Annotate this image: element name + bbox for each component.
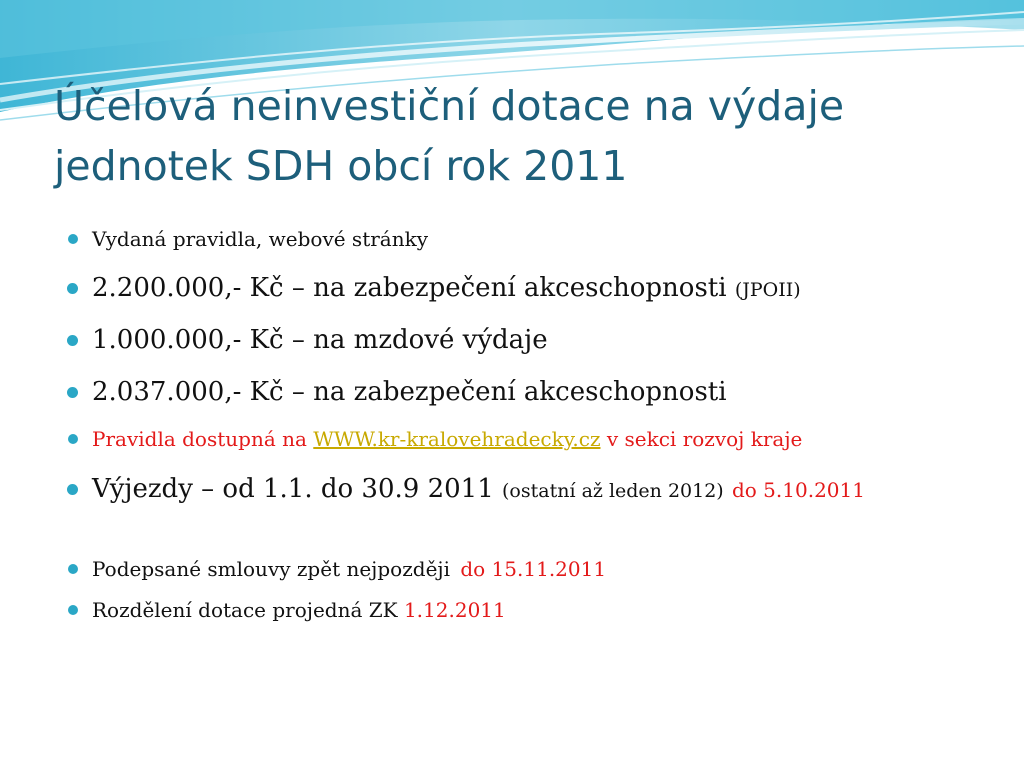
list-item-text (92, 226, 972, 252)
list-item-label: 1.000.000,- Kč – na mzdové výdaje (92, 325, 548, 355)
list-item-label: Výjezdy – od 1.1. do 30.9 2011 (92, 474, 494, 504)
list-item-label: Vydaná pravidla, webové stránky (92, 227, 429, 251)
list-item-text (92, 271, 972, 307)
list-item-text (92, 472, 872, 508)
list-item-note: (ostatní až leden 2012) (502, 480, 724, 502)
list-item-text (92, 426, 972, 452)
list-item-deadline: do 5.10.2011 (731, 478, 865, 502)
list-item-label: 2.037.000,- Kč – na zabezpečení akceschopnosti (92, 377, 727, 407)
slide-title-line-1: Účelová neinvestiční dotace na výdaje (54, 82, 845, 130)
list-item-label: 2.200.000,- Kč – na zabezpečení akceschopnosti (92, 273, 727, 303)
bullet-icon (67, 484, 78, 495)
list-item-deadline: do 15.11.2011 (460, 557, 607, 581)
bullet-icon (67, 335, 78, 346)
bullet-icon (68, 234, 78, 244)
bullet-icon (68, 434, 78, 444)
list-item-label: Rozdělení dotace projedná ZK (92, 598, 398, 622)
list-item-deadline: 1.12.2011 (403, 598, 506, 622)
bullet-icon (67, 283, 78, 294)
list-item-text (92, 375, 972, 409)
bullet-icon (68, 564, 78, 574)
list-item-label: Podepsané smlouvy zpět nejpozději (92, 557, 450, 581)
list-item-label: Pravidla dostupná na (92, 427, 307, 451)
bullet-icon (68, 605, 78, 615)
bullet-icon (67, 387, 78, 398)
list-item-suffix: v sekci rozvoj kraje (606, 427, 803, 451)
list-item-text (92, 556, 972, 582)
slide-title (54, 76, 994, 196)
list-item-text (92, 323, 972, 357)
slide-title-line-2: jednotek SDH obcí rok 2011 (54, 142, 628, 190)
list-item-text (92, 597, 972, 623)
website-link[interactable]: WWW.kr-kralovehradecky.cz (313, 427, 601, 451)
list-item-note: (JPOII) (734, 279, 801, 301)
